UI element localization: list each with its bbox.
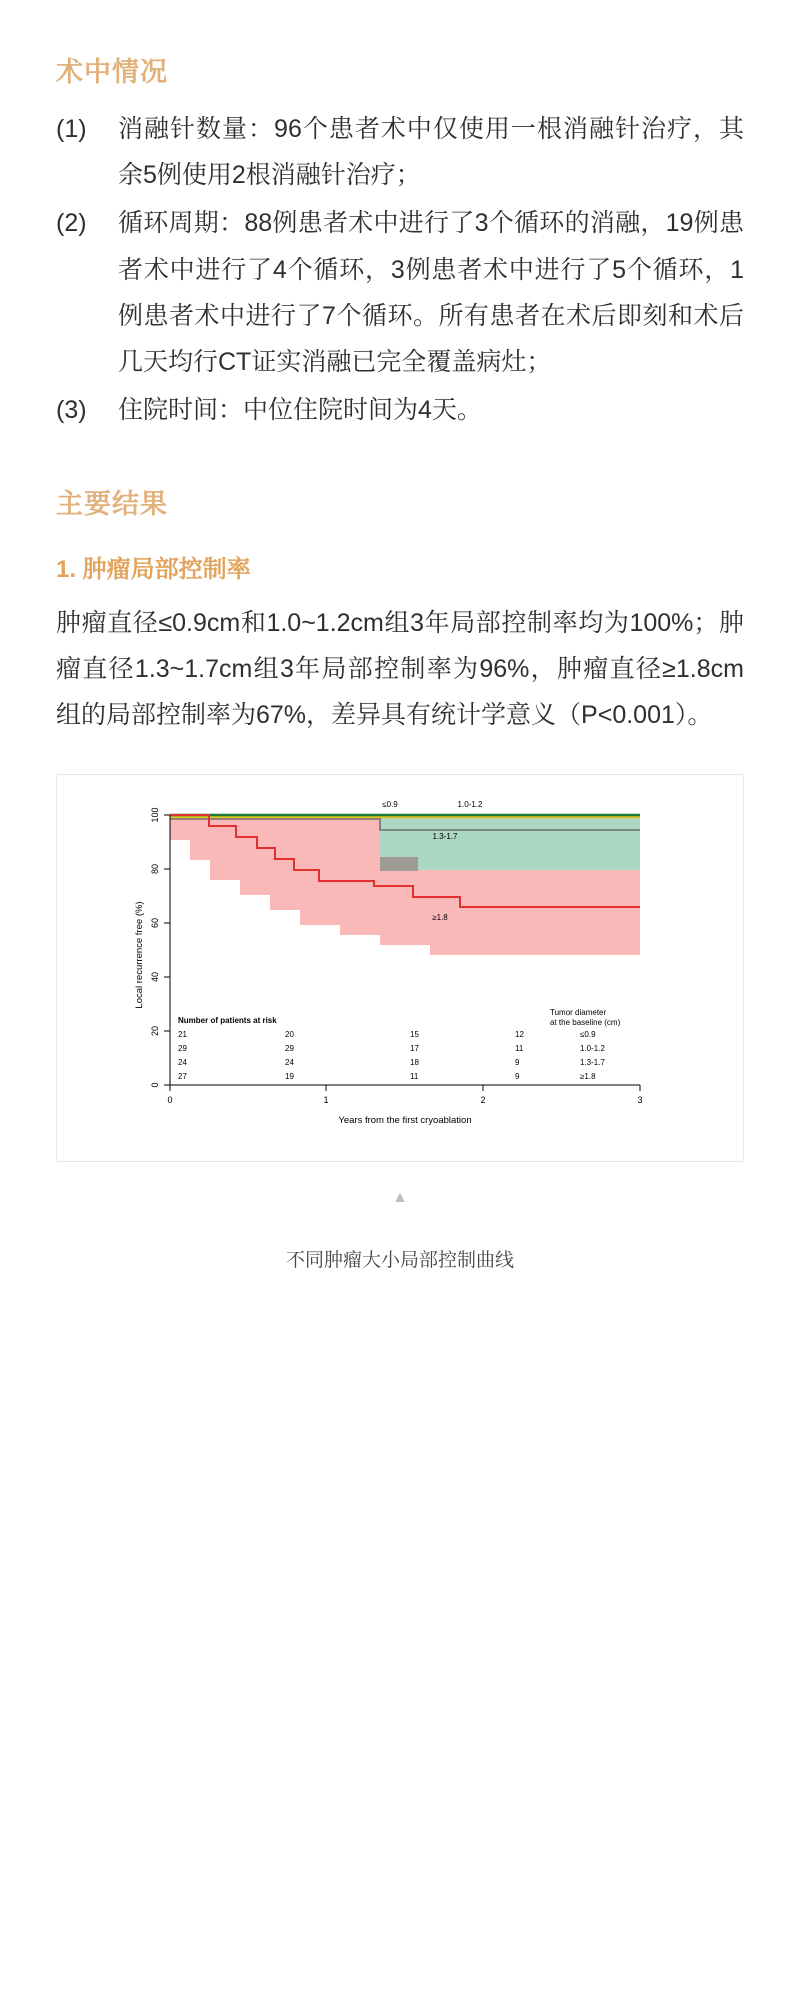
curve-label-13-17: 1.3-1.7 <box>432 832 458 842</box>
x-tick-label: 3 <box>637 1095 643 1106</box>
curve-label-10-12: 1.0-1.2 <box>457 800 483 810</box>
risk-table-right-header-1: Tumor diameter <box>550 1008 607 1018</box>
risk-group-label: 1.0-1.2 <box>580 1044 605 1054</box>
list-item-text: 循环周期：88例患者术中进行了3个循环的消融，19例患者术中进行了4个循环，3例患者术中进行了5个循环，1例患者术中进行了7个循环。所有患者在术后即刻和术后几天均行CT证实消融已完全覆盖病灶； <box>118 209 744 377</box>
figure-container <box>56 774 744 1162</box>
list-item-marker: (3) <box>56 396 87 425</box>
y-tick-label: 0 <box>150 1082 160 1088</box>
subsection-title-local-control: 1. 肿瘤局部控制率 <box>56 556 251 584</box>
risk-count: 11 <box>410 1072 419 1082</box>
risk-count: 29 <box>285 1044 294 1054</box>
curve-label-le09: ≤0.9 <box>382 800 398 810</box>
risk-table-row <box>178 1058 605 1067</box>
list-item-text: 消融针数量：96个患者术中仅使用一根消融针治疗，其余5例使用2根消融针治疗； <box>118 114 744 190</box>
risk-count: 24 <box>285 1058 294 1068</box>
risk-table-row <box>178 1044 605 1053</box>
risk-count: 19 <box>285 1072 294 1082</box>
y-tick-label: 20 <box>150 1026 160 1037</box>
risk-table-header: Number of patients at risk <box>178 1016 277 1026</box>
intraop-list <box>56 106 744 434</box>
risk-count: 12 <box>515 1030 524 1040</box>
list-item-marker: (2) <box>56 209 87 238</box>
y-axis-title: Local recurrence free (%) <box>134 901 145 1010</box>
risk-count: 11 <box>515 1044 524 1054</box>
risk-table-row <box>178 1030 596 1039</box>
risk-count: 20 <box>285 1030 294 1040</box>
risk-count: 15 <box>410 1030 419 1040</box>
risk-count: 18 <box>410 1058 419 1068</box>
y-tick-label: 80 <box>150 864 160 875</box>
band-13-17 <box>380 815 640 870</box>
list-item <box>56 387 744 433</box>
x-tick-label: 2 <box>480 1095 486 1106</box>
risk-group-label: ≥1.8 <box>580 1072 596 1082</box>
chart-svg <box>65 785 735 1155</box>
km-curve-chart <box>65 785 735 1155</box>
risk-count: 17 <box>410 1044 419 1054</box>
y-tick-label: 60 <box>150 918 160 929</box>
risk-count: 9 <box>515 1058 520 1068</box>
risk-count: 24 <box>178 1058 187 1068</box>
figure-caption: 不同肿瘤大小局部控制曲线 <box>285 1250 514 1272</box>
risk-group-label: ≤0.9 <box>580 1030 596 1040</box>
risk-group-label: 1.3-1.7 <box>580 1058 605 1068</box>
list-item-text: 住院时间：中位住院时间为4天。 <box>118 396 482 425</box>
x-tick-label: 1 <box>323 1095 329 1106</box>
x-tick-label: 0 <box>167 1095 173 1106</box>
x-axis-title: Years from the first cryoablation <box>338 1115 472 1127</box>
caret-up-icon[interactable]: ▲ <box>392 1189 408 1207</box>
y-axis-ticks <box>150 808 170 1088</box>
list-item <box>56 106 744 199</box>
risk-table-row <box>178 1072 596 1081</box>
risk-count: 29 <box>178 1044 187 1054</box>
section-title-results: 主要结果 <box>56 488 168 519</box>
curve-label-ge18: ≥1.8 <box>432 913 448 923</box>
results-paragraph: 肿瘤直径≤0.9cm和1.0~1.2cm组3年局部控制率均为100%；肿瘤直径1.3~1.7cm组3年局部控制率为96%，肿瘤直径≥1.8cm组的局部控制率为67%，差异具有统计学意义（P<0.001）。 <box>56 608 744 730</box>
section-title-intraop: 术中情况 <box>56 57 168 87</box>
y-tick-label: 100 <box>150 807 160 823</box>
y-tick-label: 40 <box>150 972 160 983</box>
list-item <box>56 200 744 385</box>
risk-count: 9 <box>515 1072 520 1082</box>
risk-count: 21 <box>178 1030 187 1040</box>
risk-table-right-header-2: at the baseline (cm) <box>550 1018 621 1028</box>
band-13-17-step <box>380 857 418 871</box>
x-axis-ticks <box>167 1085 642 1105</box>
list-item-marker: (1) <box>56 114 87 143</box>
risk-count: 27 <box>178 1072 187 1082</box>
